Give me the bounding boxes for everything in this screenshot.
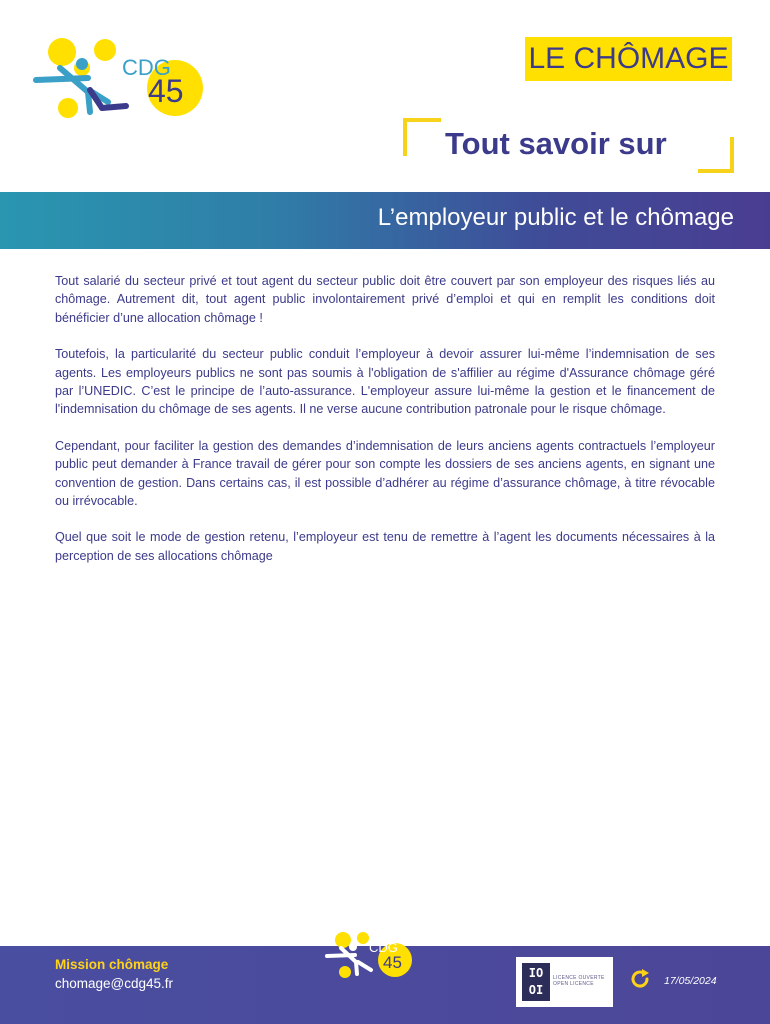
paragraph: Cependant, pour faciliter la gestion des demandes d’indemnisation de leurs anciens agents contractuels l’employeur public peut demander à France travail de gérer pour son compte les dossiers de ses anciens agents, en signant une convention de gestion. Dans certains cas, il est possible d’adhérer au régime d’assurance chômage, à titre révocable ou irrévocable. bbox=[55, 438, 715, 509]
footer-cdg45-logo bbox=[325, 928, 420, 983]
band-title: L’employeur public et le chômage bbox=[377, 204, 734, 231]
footer-logo-text: CDG bbox=[369, 940, 398, 955]
document-date: 17/05/2024 bbox=[664, 975, 717, 987]
page-heading: Tout savoir sur bbox=[445, 126, 667, 161]
footer-logo-number: 45 bbox=[383, 953, 402, 972]
licence-mark: IO OI bbox=[522, 963, 550, 1001]
body-content bbox=[55, 272, 715, 583]
cdg45-logo bbox=[30, 30, 210, 130]
title-band bbox=[0, 192, 770, 249]
paragraph: Toutefois, la particularité du secteur public conduit l’employeur à devoir assurer lui-même l’indemnisation de ses agents. Les employeurs publics ne sont pas soumis à l'obligation de s'affilier au régime d'Assurance chômage géré par l’UNEDIC. C’est le principe de l’auto-assurance. L'employeur assure lui-même la gestion et le financement de l'indemnisation du chômage de ses agents. Il ne verse aucune contribution patronale pour le risque chômage. bbox=[55, 347, 715, 417]
category-tag: LE CHÔMAGE bbox=[525, 37, 732, 81]
refresh-icon bbox=[628, 967, 652, 991]
footer-mission: Mission chômage bbox=[55, 957, 169, 972]
paragraph: Quel que soit le mode de gestion retenu, l’employeur est tenu de remettre à l’agent les documents nécessaires à la perception de ses allocations chômage bbox=[55, 530, 715, 563]
logo-text: CDG bbox=[122, 55, 171, 80]
open-licence-badge[interactable] bbox=[516, 957, 613, 1007]
bracket-left-decoration bbox=[403, 118, 441, 156]
paragraph: Tout salarié du secteur privé et tout agent du secteur public doit être couvert par son employeur des risques liés au chômage. Autrement dit, tout agent public involontairement privé d’emploi et qui en remplit les conditions doit bénéficier d’une allocation chômage ! bbox=[55, 274, 715, 325]
licence-text: LICENCE OUVERTE OPEN LICENCE bbox=[553, 975, 605, 987]
logo-number: 45 bbox=[148, 73, 184, 109]
footer-email-link[interactable]: chomage@cdg45.fr bbox=[55, 976, 174, 991]
